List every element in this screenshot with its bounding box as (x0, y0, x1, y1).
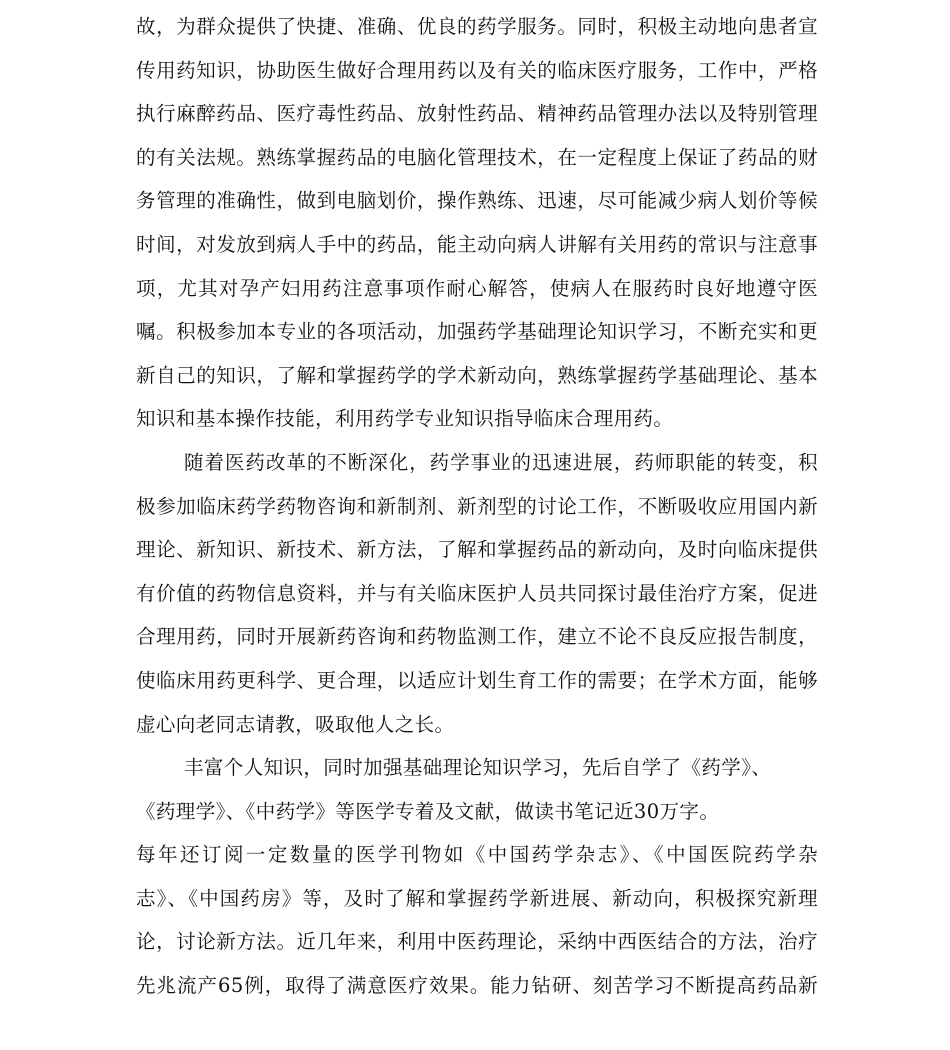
text-line: 执行麻醉药品、医疗毒性药品、放射性药品、精神药品管理办法以及特别管理 (136, 102, 818, 126)
paragraph (136, 5, 818, 441)
text-line: 《药理学》、《中药学》等医学专着及文献，做读书笔记近30万字。 (136, 799, 720, 823)
text-line: 时间，对发放到病人手中的药品，能主动向病人讲解有关用药的常识与注意事 (136, 232, 818, 256)
text-line: 的有关法规。熟练掌握药品的电脑化管理技术，在一定程度上保证了药品的财 (136, 145, 818, 169)
text-line: 知识和基本操作技能，利用药学专业知识指导临床合理用药。 (136, 407, 674, 431)
paragraph (136, 746, 818, 833)
text-line: 使临床用药更科学、更合理，以适应计划生育工作的需要；在学术方面，能够 (136, 668, 818, 692)
text-line: 新自己的知识，了解和掌握药学的学术新动向，熟练掌握药学基础理论、基本 (136, 363, 818, 387)
text-line: 合理用药，同时开展新药咨询和药物监测工作，建立不论不良反应报告制度， (136, 625, 818, 649)
text-line: 丰富个人知识，同时加强基础理论知识学习，先后自学了《药学》、 (184, 756, 772, 780)
text-line: 传用药知识，协助医生做好合理用药以及有关的临床医疗服务，工作中，严格 (136, 58, 818, 82)
text-line: 故，为群众提供了快捷、准确、优良的药学服务。同时，积极主动地向患者宣 (136, 15, 818, 38)
text-line: 极参加临床药学药物咨询和新制剂、新剂型的讨论工作，不断吸收应用国内新 (136, 494, 818, 518)
text-line: 每年还订阅一定数量的医学刊物如《中国药学杂志》、《中国医院药学杂 (136, 843, 818, 867)
document-body (136, 5, 818, 1008)
text-line: 有价值的药物信息资料，并与有关临床医护人员共同探讨最佳治疗方案，促进 (136, 581, 818, 605)
text-line: 随着医药改革的不断深化，药学事业的迅速进展，药师职能的转变，积 (184, 450, 818, 474)
text-line: 先兆流产65例，取得了满意医疗效果。能力钻研、刻苦学习不断提高药品新 (136, 974, 818, 998)
text-line: 项，尤其对孕产妇用药注意事项作耐心解答，使病人在服药时良好地遵守医 (136, 276, 818, 300)
paragraph (136, 833, 818, 1007)
text-line: 理论、新知识、新技术、新方法，了解和掌握药品的新动向，及时向临床提供 (136, 538, 818, 562)
paragraph (136, 441, 818, 746)
text-line: 务管理的准确性，做到电脑划价，操作熟练、迅速，尽可能减少病人划价等候 (136, 189, 818, 213)
text-line: 志》、《中国药房》等，及时了解和掌握药学新进展、新动向，积极探究新理 (136, 886, 818, 910)
text-line: 论，讨论新方法。近几年来，利用中医药理论，采纳中西医结合的方法，治疗 (136, 930, 818, 954)
text-line: 虚心向老同志请教，吸取他人之长。 (136, 712, 455, 736)
text-line: 嘱。积极参加本专业的各项活动，加强药学基础理论知识学习，不断充实和更 (136, 320, 818, 344)
